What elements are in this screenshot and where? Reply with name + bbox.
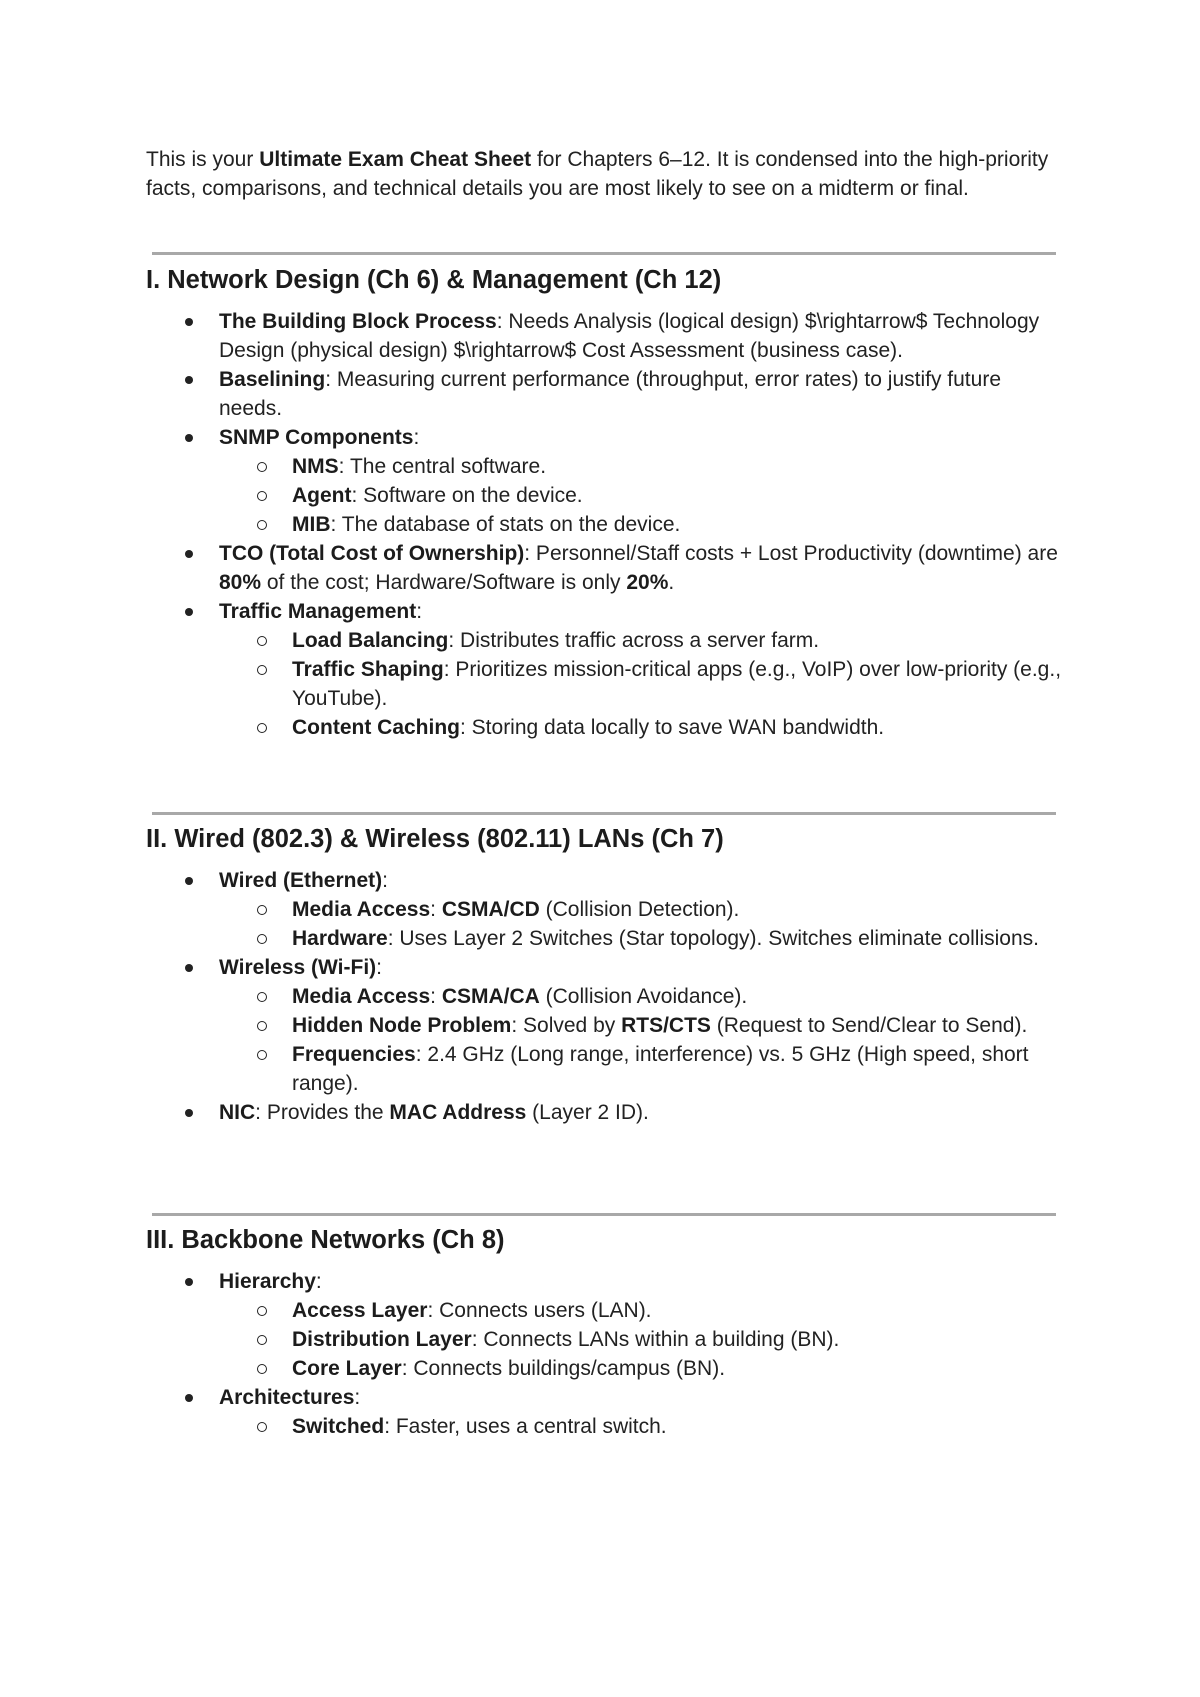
intro-text: This is your	[146, 148, 260, 171]
bold-value: CSMA/CA	[441, 985, 540, 1008]
list-item	[146, 307, 1066, 365]
item-text: :	[413, 426, 420, 449]
term: Frequencies	[292, 1043, 416, 1066]
section-title: I. Network Design (Ch 6) & Management (Ch 12)	[146, 266, 722, 294]
term: Access Layer	[292, 1299, 428, 1322]
term: Content Caching	[292, 716, 460, 739]
term: Hierarchy	[219, 1270, 316, 1293]
sub-list	[219, 895, 1066, 953]
term: Hidden Node Problem	[292, 1014, 512, 1037]
bold-value: 80%	[219, 571, 262, 594]
item-text: :	[430, 985, 442, 1008]
term: Media Access	[292, 985, 431, 1008]
term: Media Access	[292, 898, 431, 921]
section-title: III. Backbone Networks (Ch 8)	[146, 1226, 505, 1254]
term: Traffic Management	[219, 600, 417, 623]
item-text: (Collision Detection).	[539, 898, 740, 921]
term: Architectures	[219, 1386, 355, 1409]
item-text: : Uses Layer 2 Switches (Star topology). Switches eliminate collisions.	[387, 927, 1039, 950]
item-text: :	[354, 1386, 361, 1409]
item-text: :	[430, 898, 442, 921]
term: Baselining	[219, 368, 326, 391]
item-text: of the cost; Hardware/Software is only	[261, 571, 627, 594]
item-text: : Personnel/Staff costs + Lost Productivity (downtime) are	[524, 542, 1058, 565]
section-title: II. Wired (802.3) & Wireless (802.11) LANs (Ch 7)	[146, 825, 724, 853]
term: NMS	[292, 455, 339, 478]
term: SNMP Components	[219, 426, 414, 449]
item-text: : The database of stats on the device.	[330, 513, 681, 536]
item-text: : Provides the	[255, 1101, 390, 1124]
bold-value: MAC Address	[389, 1101, 527, 1124]
list-item	[146, 365, 1066, 423]
sub-list	[219, 1412, 1066, 1441]
horizontal-rule	[152, 812, 1056, 815]
sub-list-item	[219, 655, 1066, 713]
item-text: : Faster, uses a central switch.	[384, 1415, 667, 1438]
bold-value: RTS/CTS	[621, 1014, 711, 1037]
term: Wired (Ethernet)	[219, 869, 383, 892]
sub-list-item	[219, 481, 1066, 510]
sub-list-item	[219, 982, 1066, 1011]
sub-list-item	[219, 626, 1066, 655]
item-text: : Needs Analysis (logical design) $\rightarrow$ Technology Design (physical design) $\rightarrow$ Cost Assessment (business case).	[219, 310, 1040, 362]
term: Switched	[292, 1415, 385, 1438]
item-text: .	[668, 571, 675, 594]
sub-list-item	[219, 1412, 1066, 1441]
list-item	[146, 866, 1066, 953]
section-1-list	[146, 307, 1066, 742]
item-text: : Storing data locally to save WAN bandwidth.	[460, 716, 885, 739]
list-item	[146, 423, 1066, 539]
bold-value: 20%	[626, 571, 669, 594]
term: Wireless (Wi-Fi)	[219, 956, 377, 979]
item-text: : Connects LANs within a building (BN).	[471, 1328, 840, 1351]
intro-bold: Ultimate Exam Cheat Sheet	[259, 148, 532, 171]
item-text: :	[416, 600, 423, 623]
sub-list-item	[219, 1040, 1066, 1098]
item-text: :	[315, 1270, 322, 1293]
sub-list-item	[219, 713, 1066, 742]
term: MIB	[292, 513, 331, 536]
sub-list-item	[219, 1296, 1066, 1325]
item-text: : 2.4 GHz (Long range, interference) vs. 5 GHz (High speed, short range).	[292, 1043, 1029, 1095]
intro-text-tail: for Chapters 6–12. It is condensed into the high-priority facts, comparisons, and technical details you are most likely to see on a midterm or final.	[146, 148, 1049, 200]
term: NIC	[219, 1101, 256, 1124]
horizontal-rule	[152, 1213, 1056, 1216]
list-item	[146, 1267, 1066, 1383]
sub-list-item	[219, 1354, 1066, 1383]
sub-list-item	[219, 924, 1066, 953]
item-text: (Layer 2 ID).	[526, 1101, 649, 1124]
term: TCO (Total Cost of Ownership)	[219, 542, 525, 565]
term: The Building Block Process	[219, 310, 497, 333]
section-2-list	[146, 866, 1066, 1127]
term: Agent	[292, 484, 352, 507]
item-text: : Measuring current performance (throughput, error rates) to justify future needs.	[219, 368, 1001, 420]
sub-list	[219, 452, 1066, 539]
sub-list	[219, 626, 1066, 742]
item-text: : Software on the device.	[351, 484, 583, 507]
item-text: (Request to Send/Clear to Send).	[710, 1014, 1028, 1037]
term: Load Balancing	[292, 629, 449, 652]
sub-list-item	[219, 452, 1066, 481]
sub-list-item	[219, 1325, 1066, 1354]
term: Traffic Shaping	[292, 658, 444, 681]
sub-list	[219, 982, 1066, 1098]
sub-list	[219, 1296, 1066, 1383]
item-text: : The central software.	[338, 455, 547, 478]
item-text: : Connects users (LAN).	[427, 1299, 652, 1322]
item-text: :	[382, 869, 388, 892]
section-3-list	[146, 1267, 1066, 1441]
list-item	[146, 953, 1066, 1098]
term: Core Layer	[292, 1357, 402, 1380]
item-text: : Connects buildings/campus (BN).	[401, 1357, 726, 1380]
list-item	[146, 597, 1066, 742]
item-text: : Distributes traffic across a server farm.	[448, 629, 820, 652]
intro-paragraph	[146, 145, 1076, 203]
item-text: : Solved by	[511, 1014, 622, 1037]
list-item	[146, 1098, 1066, 1127]
sub-list-item	[219, 1011, 1066, 1040]
list-item	[146, 1383, 1066, 1441]
sub-list-item	[219, 510, 1066, 539]
item-text: :	[376, 956, 382, 979]
sub-list-item	[219, 895, 1066, 924]
term: Hardware	[292, 927, 388, 950]
horizontal-rule	[152, 252, 1056, 255]
item-text: : Prioritizes mission-critical apps (e.g., VoIP) over low-priority (e.g., YouTube).	[292, 658, 1062, 710]
bold-value: CSMA/CD	[441, 898, 540, 921]
term: Distribution Layer	[292, 1328, 472, 1351]
list-item	[146, 539, 1066, 597]
item-text: (Collision Avoidance).	[539, 985, 748, 1008]
